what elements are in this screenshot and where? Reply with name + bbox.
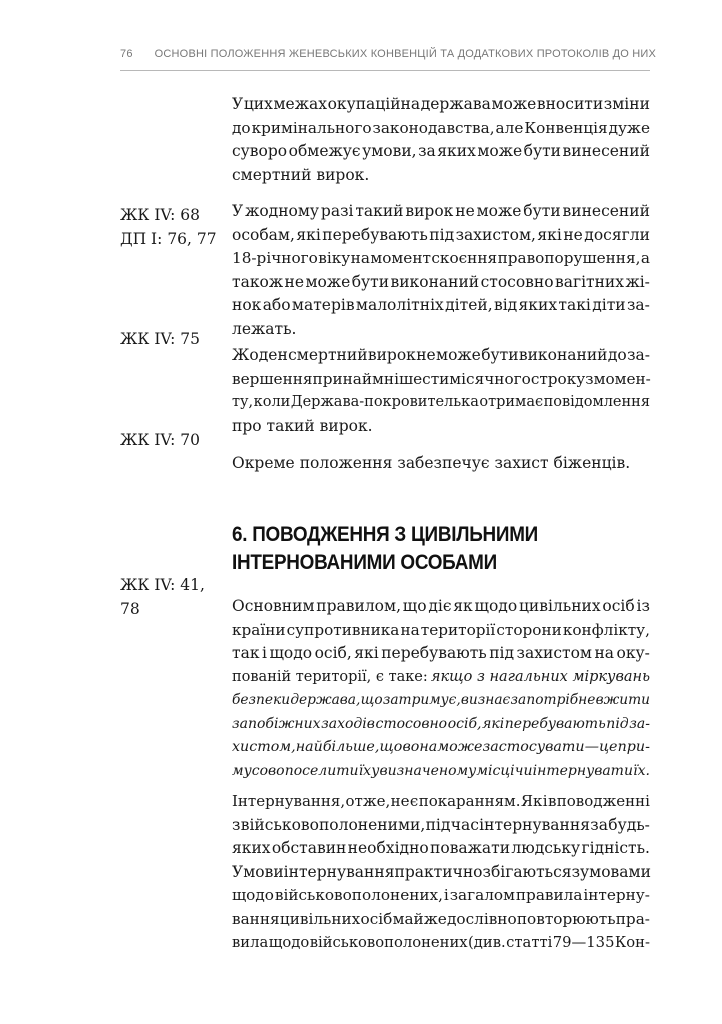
margin-note-line: 78 <box>120 600 140 618</box>
margin-note-3 <box>120 428 200 452</box>
text-line: щодо військовополонених, і загалом правила інтерну- <box>232 886 650 904</box>
margin-note-line: ЖК IV: 68 <box>120 206 200 224</box>
section-paragraph-1 <box>232 595 650 783</box>
text-line: так і щодо осіб, які перебувають під захистом на оку- <box>232 644 650 662</box>
margin-note-line: ЖК IV: 75 <box>120 330 200 348</box>
margin-note-line: ЖК IV: 70 <box>120 431 200 449</box>
section-heading <box>232 521 608 577</box>
text-line <box>232 666 650 690</box>
text-line: суворо обмежує умови, за яких може бути винесений <box>232 142 650 160</box>
section-heading-line: 6. ПОВОДЖЕННЯ З ЦИВІЛЬНИМИ <box>232 523 538 546</box>
text-line: Окреме положення забезпечує захист біженців. <box>232 454 631 472</box>
text-segment: пованій території, є таке: <box>232 668 428 685</box>
italic-line: запобіжних заходів стосовно осіб, які перебувають під за- <box>232 715 650 732</box>
section-paragraph-2 <box>232 790 650 955</box>
text-line: лежать. <box>232 319 297 338</box>
page-number: 76 <box>120 48 133 60</box>
text-line: Основним правилом, що діє як щодо цивільних осіб із <box>232 597 650 615</box>
text-line: Умови інтернування практично збігаються з умовами <box>232 862 651 881</box>
running-title: ОСНОВНІ ПОЛОЖЕННЯ ЖЕНЕВСЬКИХ КОНВЕНЦІЙ ТА ДОДАТКОВИХ ПРОТОКОЛІВ ДО НИХ <box>154 48 657 60</box>
margin-note-line: ЖК IV: 41, <box>120 576 205 594</box>
text-line: до кримінального законодавства, але Конвенція дуже <box>232 118 650 137</box>
text-line: У жодному разі такий вирок не може бути винесений <box>232 202 650 220</box>
paragraph-3 <box>232 344 650 438</box>
header-rule <box>120 70 650 71</box>
text-line: 18-річного віку на момент скоєння правопорушення, а <box>232 249 650 267</box>
text-line: Жоден смертний вирок не може бути виконаний до за- <box>232 346 650 364</box>
margin-note-1 <box>120 203 217 251</box>
text-line: У цих межах окупаційна держава може вносити зміни <box>232 95 650 113</box>
section-heading-line: ІНТЕРНОВАНИМИ ОСОБАМИ <box>232 551 497 574</box>
text-line: країни супротивника на території сторони конфлікту, <box>232 620 650 639</box>
paragraph-4 <box>232 452 650 476</box>
running-header <box>120 48 657 60</box>
italic-line: безпеки держава, що затримує, визнає за потрібне вжити <box>232 692 650 708</box>
paragraph-1 <box>232 93 650 187</box>
italic-line: мусово поселити їх у визначеному місці чи інтернувати їх. <box>232 762 650 779</box>
text-line: з військовополоненими, під час інтернування за будь- <box>232 815 650 834</box>
text-line: вання цивільних осіб майже дослівно повторюють пра- <box>232 909 650 928</box>
italic-segment: якщо з нагальних міркувань <box>430 668 650 685</box>
text-line: про такий вирок. <box>232 416 373 435</box>
text-line: нок або матерів малолітніх дітей, від яких такі діти за- <box>232 296 650 314</box>
italic-line: хистом, найбільше, що вона може застосувати — це при- <box>232 739 650 755</box>
text-line: смертний вирок. <box>232 165 370 184</box>
text-line: Інтернування, отже, не є покаранням. Як і в поводженні <box>232 792 650 810</box>
text-line: вила щодо військовополонених (див. статті 79—135 Кон- <box>232 934 650 951</box>
margin-note-4 <box>120 573 205 621</box>
margin-note-2 <box>120 327 200 351</box>
text-line: яких обставин необхідно поважати людську гідність. <box>232 839 650 857</box>
paragraph-2 <box>232 200 650 341</box>
margin-note-line: ДП І: 76, 77 <box>120 230 217 248</box>
text-line: ту, коли Держава-покровителька отримає повідомлення <box>232 394 650 410</box>
text-line: особам, які перебувають під захистом, які не досягли <box>232 225 650 244</box>
text-line: також не може бути виконаний стосовно вагітних жі- <box>232 272 650 291</box>
text-line: вершення принаймні шестимісячного строку з момен- <box>232 369 651 388</box>
